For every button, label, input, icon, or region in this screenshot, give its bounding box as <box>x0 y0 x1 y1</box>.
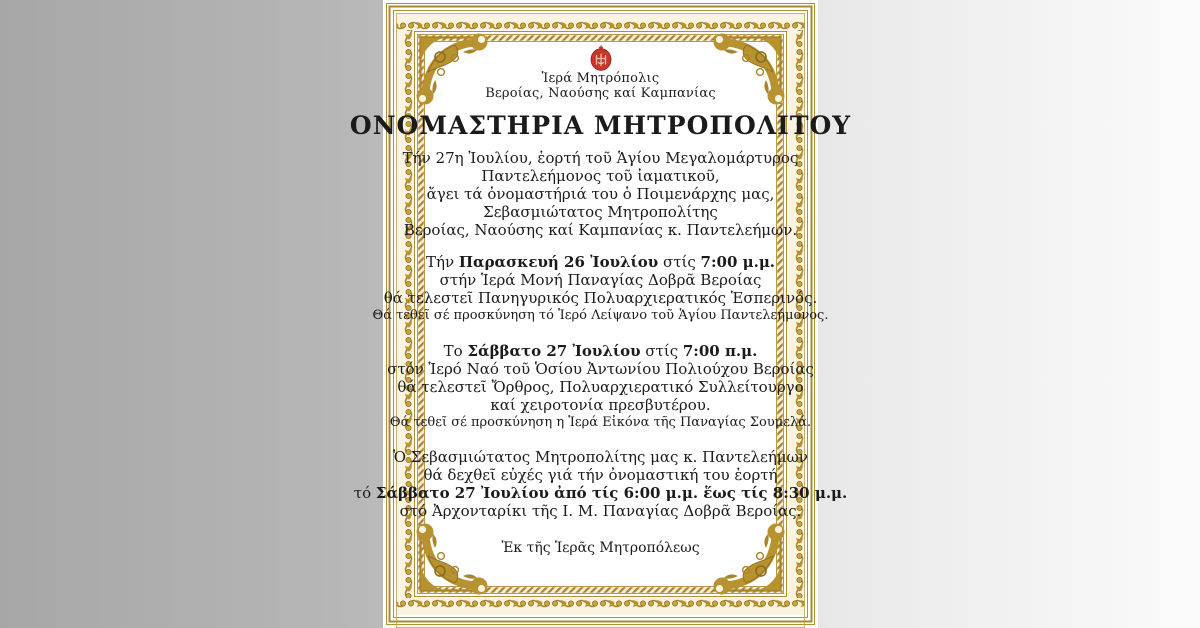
metropolis-seal-icon <box>590 45 612 71</box>
paragraph-line: θά τελεστεῖ Πανηγυρικός Πολυαρχιερατικός Ἑσπερινός. <box>383 289 818 307</box>
paragraph-line: στό Ἀρχονταρίκι τῆς Ι. Μ. Παναγίας Δοβρᾶ Βεροίας. <box>399 502 802 520</box>
paragraph-line: Τήν 27η Ἰουλίου, ἑορτή τοῦ Ἁγίου Μεγαλομάρτυρος <box>402 149 799 167</box>
org-name-line1: Ἱερά Μητρόπολις <box>541 71 660 86</box>
paragraph-line: Τήν Παρασκευή 26 Ἰουλίου στίς 7:00 μ.μ. <box>425 253 776 271</box>
document-content <box>349 0 852 628</box>
paragraph-line: ἄγει τά ὀνομαστήριά του ὁ Ποιμενάρχης μας, <box>426 185 775 203</box>
page-title: ΟΝΟΜΑΣΤΗΡΙΑ ΜΗΤΡΟΠΟΛΙΤΟΥ <box>349 111 852 140</box>
footer-signature: Ἐκ τῆς Ἱερᾶς Μητροπόλεως <box>501 540 700 556</box>
paragraph <box>387 342 814 431</box>
paragraph-line: στήν Ἱερά Μονή Παναγίας Δοβρᾶ Βεροίας <box>439 271 762 289</box>
paragraph-line: θά δεχθεῖ εὐχές γιά τήν ὀνομαστική του ἑορτή <box>423 466 778 484</box>
paragraph-line: στόν Ἱερό Ναό τοῦ Ὁσίου Ἀντωνίου Πολιούχου Βεροίας <box>387 360 814 378</box>
paragraph-line: Σεβασμιώτατος Μητροπολίτης <box>483 203 718 221</box>
paragraph-line: Ὁ Σεβασμιώτατος Μητροπολίτης μας κ. Παντελεήμων <box>393 448 808 466</box>
paragraph-line: Το Σάββατο 27 Ἰουλίου στίς 7:00 π.μ. <box>443 342 758 360</box>
paragraph-line: καί χειροτονία πρεσβυτέρου. <box>490 396 711 414</box>
paragraph-line: Θά τεθεῖ σέ προσκύνηση η Ἱερά Εἰκόνα τῆς Παναγίας Σουμελά. <box>389 415 812 430</box>
paragraph-line: θά τελεστεῖ Ὄρθρος, Πολυαρχιερατικό Συλλείτουργο <box>397 378 804 396</box>
paragraph-line: Παντελεήμονος τοῦ ἰαματικοῦ, <box>481 167 720 185</box>
paragraph-line: Θά τεθεῖ σέ προσκύνηση τό Ἱερό Λείψανο τοῦ Ἁγίου Παντελεήμονος. <box>372 308 829 323</box>
paragraph <box>354 448 847 520</box>
paragraph-line: Βεροίας, Ναούσης καί Καμπανίας κ. Παντελεήμων. <box>403 221 798 239</box>
announcement-document <box>349 0 852 628</box>
paragraph <box>403 149 799 239</box>
org-name-line2: Βεροίας, Ναούσης καί Καμπανίας <box>485 86 716 101</box>
paragraph <box>373 253 829 324</box>
paragraph-line: τό Σάββατο 27 Ἰουλίου ἀπό τίς 6:00 μ.μ. ἕως τίς 8:30 μ.μ. <box>353 484 848 502</box>
paragraphs <box>354 149 847 520</box>
